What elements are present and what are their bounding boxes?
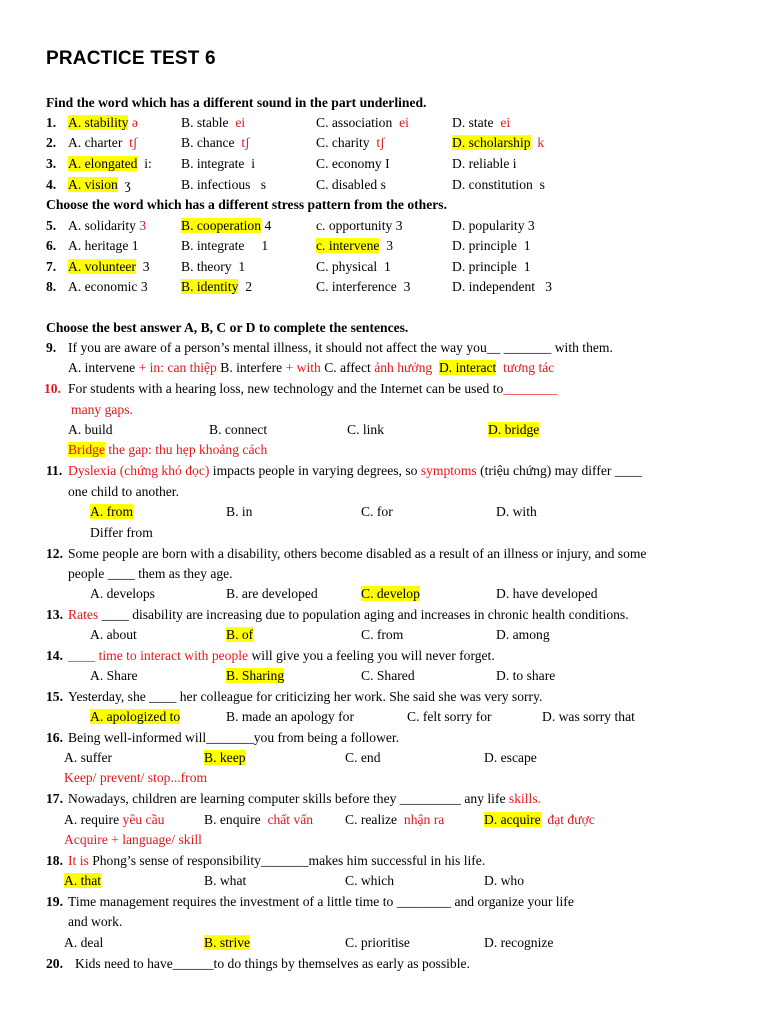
question-number: 10. xyxy=(44,381,61,396)
q4-b-note: s xyxy=(260,177,266,192)
q7-option-c-label: C. physical xyxy=(316,259,378,274)
q5-option-a[interactable] xyxy=(68,217,146,234)
q1-option-a-label: A. stability xyxy=(68,115,129,130)
q7-b-note: 1 xyxy=(238,259,246,274)
q8-option-b-label: B. identity xyxy=(181,279,239,294)
question-number: 4. xyxy=(46,177,57,192)
question-12 xyxy=(46,545,63,562)
q3-option-a-label: A. elongated xyxy=(68,156,138,171)
q14-option-b[interactable] xyxy=(226,667,284,684)
q5-c-note: 3 xyxy=(395,218,403,233)
q5-option-c[interactable] xyxy=(316,217,402,234)
q5-option-b[interactable] xyxy=(181,217,271,234)
q13-option-a[interactable]: A. about xyxy=(90,627,137,642)
question-number: 17. xyxy=(46,791,63,806)
q2-c-note: tʃ xyxy=(376,135,385,150)
question-13-text xyxy=(68,606,629,623)
question-4 xyxy=(46,176,56,193)
q18-option-a[interactable] xyxy=(64,872,101,889)
q1-a-note: ə xyxy=(131,115,138,130)
q11-stem-2: (triệu chứng) may differ ____ xyxy=(480,463,643,478)
q17-a-note: yêu cầu xyxy=(122,812,165,827)
q3-option-b-label: B. integrate xyxy=(181,156,245,171)
q3-option-c[interactable] xyxy=(316,155,390,172)
q6-d-note: 1 xyxy=(523,238,531,253)
question-16 xyxy=(46,729,63,746)
question-12-text-cont: people ____ them as they age. xyxy=(68,566,233,581)
q15-option-b[interactable]: B. made an apology for xyxy=(226,709,354,724)
q16-option-c[interactable]: C. end xyxy=(345,750,381,765)
q9-option-c[interactable] xyxy=(324,360,432,375)
q17-stem: Nowadays, children are learning computer skills before they _________ any life xyxy=(68,791,506,806)
q18-term-it-is: It is xyxy=(68,853,89,868)
q8-b-note: 2 xyxy=(245,279,252,294)
q5-d-note: 3 xyxy=(527,218,535,233)
question-number: 8. xyxy=(46,279,57,294)
question-number: 13. xyxy=(46,607,63,622)
question-8 xyxy=(46,278,56,295)
q15-option-a-label: A. apologized to xyxy=(90,709,181,724)
q12-option-a[interactable]: A. develops xyxy=(90,586,155,601)
q11-option-a[interactable] xyxy=(90,503,133,520)
question-number: 18. xyxy=(46,853,63,868)
q7-option-a-label: A. volunteer xyxy=(68,259,136,274)
q8-option-d[interactable] xyxy=(452,278,552,295)
q2-option-c-label: C. charity xyxy=(316,135,370,150)
q17-d-note: đạt được xyxy=(547,812,595,827)
question-10-blank: ________ xyxy=(503,381,558,396)
q6-option-a[interactable] xyxy=(68,237,139,254)
q3-option-d-label: D. reliable xyxy=(452,156,510,171)
q19-option-d[interactable]: D. recognize xyxy=(484,935,554,950)
question-1 xyxy=(46,114,56,131)
q14-option-a[interactable]: A. Share xyxy=(90,668,138,683)
q1-d-note: ei xyxy=(500,115,511,130)
question-11-text-cont: one child to another. xyxy=(68,484,179,499)
question-number: 11. xyxy=(46,463,63,478)
question-9 xyxy=(46,339,56,356)
question-number: 14. xyxy=(46,648,63,663)
q14-stem: will give you a feeling you will never forget. xyxy=(251,648,495,663)
question-2 xyxy=(46,134,56,151)
q13-stem: ____ disability are increasing due to population aging and increases in chronic health conditions. xyxy=(101,607,629,622)
question-13 xyxy=(46,606,63,623)
q3-d-note: i xyxy=(512,156,517,171)
q3-option-d[interactable] xyxy=(452,155,517,172)
q5-option-d[interactable] xyxy=(452,217,535,234)
q1-option-d-label: D. state xyxy=(452,115,494,130)
q2-option-c[interactable] xyxy=(316,134,385,151)
q3-option-a[interactable] xyxy=(68,155,152,172)
q7-option-b-label: B. theory xyxy=(181,259,232,274)
q1-option-c[interactable] xyxy=(316,114,409,131)
q18-option-d[interactable]: D. who xyxy=(484,873,525,888)
page-title: PRACTICE TEST 6 xyxy=(46,48,216,69)
q2-a-note: tʃ xyxy=(129,135,138,150)
q1-option-c-label: C. association xyxy=(316,115,393,130)
question-15 xyxy=(46,688,63,705)
q17-c-note: nhận ra xyxy=(403,812,445,827)
q11-option-b[interactable]: B. in xyxy=(226,504,253,519)
q4-option-a[interactable] xyxy=(68,176,131,193)
q8-option-a-label: A. economic xyxy=(68,279,138,294)
q8-option-c[interactable] xyxy=(316,278,410,295)
q2-option-d-label: D. scholarship xyxy=(452,135,531,150)
q11-option-d[interactable]: D. with xyxy=(496,504,537,519)
q9-a-note: + in: can thiệp xyxy=(138,360,217,375)
q1-option-b[interactable] xyxy=(181,114,245,131)
question-18-text xyxy=(68,852,485,869)
question-7 xyxy=(46,258,56,275)
q4-a-note: ʒ xyxy=(124,177,131,192)
question-3 xyxy=(46,155,56,172)
q5-option-d-label: D. popularity xyxy=(452,218,525,233)
q15-option-a[interactable] xyxy=(90,708,180,725)
question-11-text xyxy=(68,462,642,479)
q13-option-c[interactable]: C. from xyxy=(361,627,404,642)
q16-option-a[interactable]: A. suffer xyxy=(64,750,113,765)
q15-option-d[interactable]: D. was sorry that xyxy=(542,709,635,724)
section-heading-sentences: Choose the best answer A, B, C or D to complete the sentences. xyxy=(46,320,409,335)
question-10 xyxy=(44,380,61,397)
q3-option-c-label: C. economy xyxy=(316,156,382,171)
q14-option-b-label: B. Sharing xyxy=(226,668,285,683)
q12-option-b-label: B. are developed xyxy=(226,586,318,601)
q11-term-symptoms: symptoms xyxy=(420,463,477,478)
q10-option-b[interactable]: B. connect xyxy=(209,422,268,437)
question-19 xyxy=(46,893,63,910)
q9-option-d-label: D. interact xyxy=(438,360,497,375)
q4-option-a-label: A. vision xyxy=(68,177,118,192)
q18-stem: Phong’s sense of responsibility_______makes him successful in his life. xyxy=(92,853,486,868)
q6-option-d[interactable] xyxy=(452,237,531,254)
q11-stem-1: impacts people in varying degrees, so xyxy=(212,463,418,478)
q12-option-c[interactable] xyxy=(361,585,420,602)
q17-b-note: chất vấn xyxy=(267,812,314,827)
q17-option-b-label: B. enquire xyxy=(204,812,261,827)
q10-option-c[interactable]: C. link xyxy=(347,422,385,437)
q5-option-b-label: B. cooperation xyxy=(181,218,262,233)
q10-option-d[interactable] xyxy=(488,421,539,438)
q8-option-b[interactable] xyxy=(181,278,252,295)
q6-option-c[interactable] xyxy=(316,237,393,254)
q17-option-d[interactable] xyxy=(484,811,595,828)
q11-option-a-label: A. from xyxy=(90,504,134,519)
question-number: 2. xyxy=(46,135,57,150)
q12-option-c-label: C. develop xyxy=(361,586,420,601)
question-5 xyxy=(46,217,56,234)
q6-option-b[interactable] xyxy=(181,237,268,254)
q1-option-d[interactable] xyxy=(452,114,510,131)
q1-b-note: ei xyxy=(235,115,246,130)
question-number: 5. xyxy=(46,218,57,233)
q7-c-note: 1 xyxy=(383,259,391,274)
q8-a-note: 3 xyxy=(140,279,148,294)
q3-option-b[interactable] xyxy=(181,155,255,172)
question-20 xyxy=(46,955,63,972)
question-20-text: Kids need to have______to do things by themselves as early as possible. xyxy=(75,956,470,971)
q17-option-a[interactable] xyxy=(64,811,164,828)
q3-a-note: i: xyxy=(144,156,152,171)
q6-option-b-label: B. integrate xyxy=(181,238,245,253)
q7-a-note: 3 xyxy=(142,259,150,274)
q18-option-a-label: A. that xyxy=(64,873,101,888)
q3-b-note: i xyxy=(251,156,255,171)
q3-c-note: I xyxy=(385,156,390,171)
q7-option-d[interactable] xyxy=(452,258,531,275)
q2-option-b[interactable] xyxy=(181,134,250,151)
q4-d-note: s xyxy=(539,177,545,192)
q9-b-note: + with xyxy=(285,360,321,375)
q6-c-note: 3 xyxy=(386,238,393,253)
question-17 xyxy=(46,790,63,807)
q1-c-note: ei xyxy=(399,115,409,130)
q19-option-a[interactable]: A. deal xyxy=(64,935,104,950)
question-10-stem: For students with a hearing loss, new technology and the Internet can be used to xyxy=(68,381,504,396)
q1-option-b-label: B. stable xyxy=(181,115,229,130)
q5-a-note: 3 xyxy=(139,218,147,233)
q10-option-d-label: D. bridge xyxy=(488,422,540,437)
question-16-text: Being well-informed will_______you from being a follower. xyxy=(68,730,400,745)
question-6 xyxy=(46,237,56,254)
question-number: 1. xyxy=(46,115,57,130)
q8-d-note: 3 xyxy=(545,279,553,294)
q14-option-c[interactable]: C. Shared xyxy=(361,668,415,683)
q16-option-d[interactable]: D. escape xyxy=(484,750,537,765)
q2-option-a[interactable] xyxy=(68,134,137,151)
question-number: 7. xyxy=(46,259,57,274)
q17-option-b[interactable] xyxy=(204,811,313,828)
q14-highlight-phrase: ____ time to interact with people xyxy=(68,648,249,663)
q11-term-dyslexia: Dyslexia (chứng khó đọc) xyxy=(68,463,210,478)
q9-option-a[interactable] xyxy=(68,360,217,375)
q19-option-b-label: B. strive xyxy=(204,935,251,950)
q17-option-d-label: D. acquire xyxy=(484,812,541,827)
question-10-text xyxy=(68,380,558,397)
q19-option-b[interactable] xyxy=(204,934,250,951)
question-number: 3. xyxy=(46,156,57,171)
q7-d-note: 1 xyxy=(523,259,531,274)
question-11 xyxy=(46,462,62,479)
question-number: 6. xyxy=(46,238,57,253)
q2-option-b-label: B. chance xyxy=(181,135,235,150)
question-14-text xyxy=(68,647,495,664)
q6-option-d-label: D. principle xyxy=(452,238,517,253)
q4-option-c-label: C. disabled xyxy=(316,177,378,192)
section-heading-stress: Choose the word which has a different stress pattern from the others. xyxy=(46,197,447,212)
q2-option-a-label: A. charter xyxy=(68,135,123,150)
q17-note: Acquire + language/ skill xyxy=(64,832,202,847)
q8-option-a[interactable] xyxy=(68,278,148,295)
q4-c-note: s xyxy=(380,177,386,192)
q18-option-c[interactable]: C. which xyxy=(345,873,395,888)
q17-option-c[interactable] xyxy=(345,811,444,828)
question-14 xyxy=(46,647,63,664)
q13-term-rates: Rates xyxy=(68,607,99,622)
q17-option-c-label: C. realize xyxy=(345,812,398,827)
q6-b-note: 1 xyxy=(261,238,269,253)
q19-option-c[interactable]: C. prioritise xyxy=(345,935,410,950)
question-number: 20. xyxy=(46,956,63,971)
question-number: 15. xyxy=(46,689,63,704)
question-18 xyxy=(46,852,63,869)
question-number: 19. xyxy=(46,894,63,909)
q9-option-c-label: C. affect xyxy=(324,360,371,375)
q15-option-c[interactable]: C. felt sorry for xyxy=(407,709,492,724)
q7-option-a[interactable] xyxy=(68,258,150,275)
q7-option-b[interactable] xyxy=(181,258,245,275)
q14-option-d[interactable]: D. to share xyxy=(496,668,556,683)
q7-option-c[interactable] xyxy=(316,258,391,275)
q11-option-c[interactable]: C. for xyxy=(361,504,393,519)
q12-option-d[interactable]: D. have developed xyxy=(496,586,598,601)
q9-option-d[interactable] xyxy=(439,360,554,375)
q7-option-d-label: D. principle xyxy=(452,259,517,274)
question-number: 12. xyxy=(46,546,63,561)
q13-option-d[interactable]: D. among xyxy=(496,627,550,642)
q10-note-text: the gap: thu hẹp khoảng cách xyxy=(108,442,268,457)
question-15-text: Yesterday, she ____ her colleague for criticizing her work. She said she was very sorry. xyxy=(68,689,543,704)
q9-c-note: ảnh hưởng xyxy=(374,360,433,375)
q1-option-a[interactable] xyxy=(68,114,138,131)
question-number: 9. xyxy=(46,340,57,355)
q2-d-note: k xyxy=(537,135,545,150)
question-12-text: Some people are born with a disability, others become disabled as a result of an illness or injury, and some xyxy=(68,546,647,561)
q13-option-b-label: B. of xyxy=(226,627,254,642)
q2-b-note: tʃ xyxy=(241,135,250,150)
section-heading-pronunciation: Find the word which has a different sound in the part underlined. xyxy=(46,95,427,110)
q11-note: Differ from xyxy=(90,525,153,540)
q17-term-skills: skills. xyxy=(508,791,542,806)
q4-option-b[interactable] xyxy=(181,176,266,193)
question-19-text: Time management requires the investment of a little time to ________ and organize your life xyxy=(68,894,574,909)
q6-option-a-label: A. heritage xyxy=(68,238,129,253)
q4-option-d[interactable] xyxy=(452,176,545,193)
q12-option-b[interactable] xyxy=(226,585,318,602)
q8-c-note: 3 xyxy=(403,279,411,294)
q18-option-b[interactable]: B. what xyxy=(204,873,247,888)
question-9-text: If you are aware of a person’s mental illness, it should not affect the way you__ _______ with them. xyxy=(68,340,613,355)
question-number: 16. xyxy=(46,730,63,745)
q9-option-b-label: B. interfere xyxy=(220,360,283,375)
q10-note-word: Bridge xyxy=(68,442,105,457)
q4-option-d-label: D. constitution xyxy=(452,177,533,192)
question-17-text xyxy=(68,790,541,807)
q10-option-a[interactable]: A. build xyxy=(68,422,113,437)
q5-option-a-label: A. solidarity xyxy=(68,218,136,233)
q2-option-d[interactable] xyxy=(452,134,544,151)
q13-option-b[interactable] xyxy=(226,626,253,643)
q17-option-a-label: A. require xyxy=(64,812,120,827)
q16-option-b-label: B. keep xyxy=(204,750,246,765)
q8-option-c-label: C. interference xyxy=(316,279,397,294)
q9-options xyxy=(68,359,554,376)
q8-option-d-label: D. independent xyxy=(452,279,536,294)
q10-note xyxy=(68,441,267,458)
question-10-text-cont: many gaps. xyxy=(71,402,133,417)
q4-option-c[interactable] xyxy=(316,176,386,193)
q16-note: Keep/ prevent/ stop...from xyxy=(64,770,208,785)
q9-option-b[interactable] xyxy=(220,360,321,375)
q5-option-c-label: c. opportunity xyxy=(316,218,393,233)
q4-option-b-label: B. infectious xyxy=(181,177,251,192)
question-19-text-cont: and work. xyxy=(68,914,123,929)
q9-option-a-label: A. intervene xyxy=(68,360,136,375)
q6-a-note: 1 xyxy=(131,238,139,253)
q5-b-note: 4 xyxy=(264,218,272,233)
q16-option-b[interactable] xyxy=(204,749,246,766)
q6-option-c-label: c. intervene xyxy=(316,238,380,253)
q9-d-note: tương tác xyxy=(503,360,555,375)
